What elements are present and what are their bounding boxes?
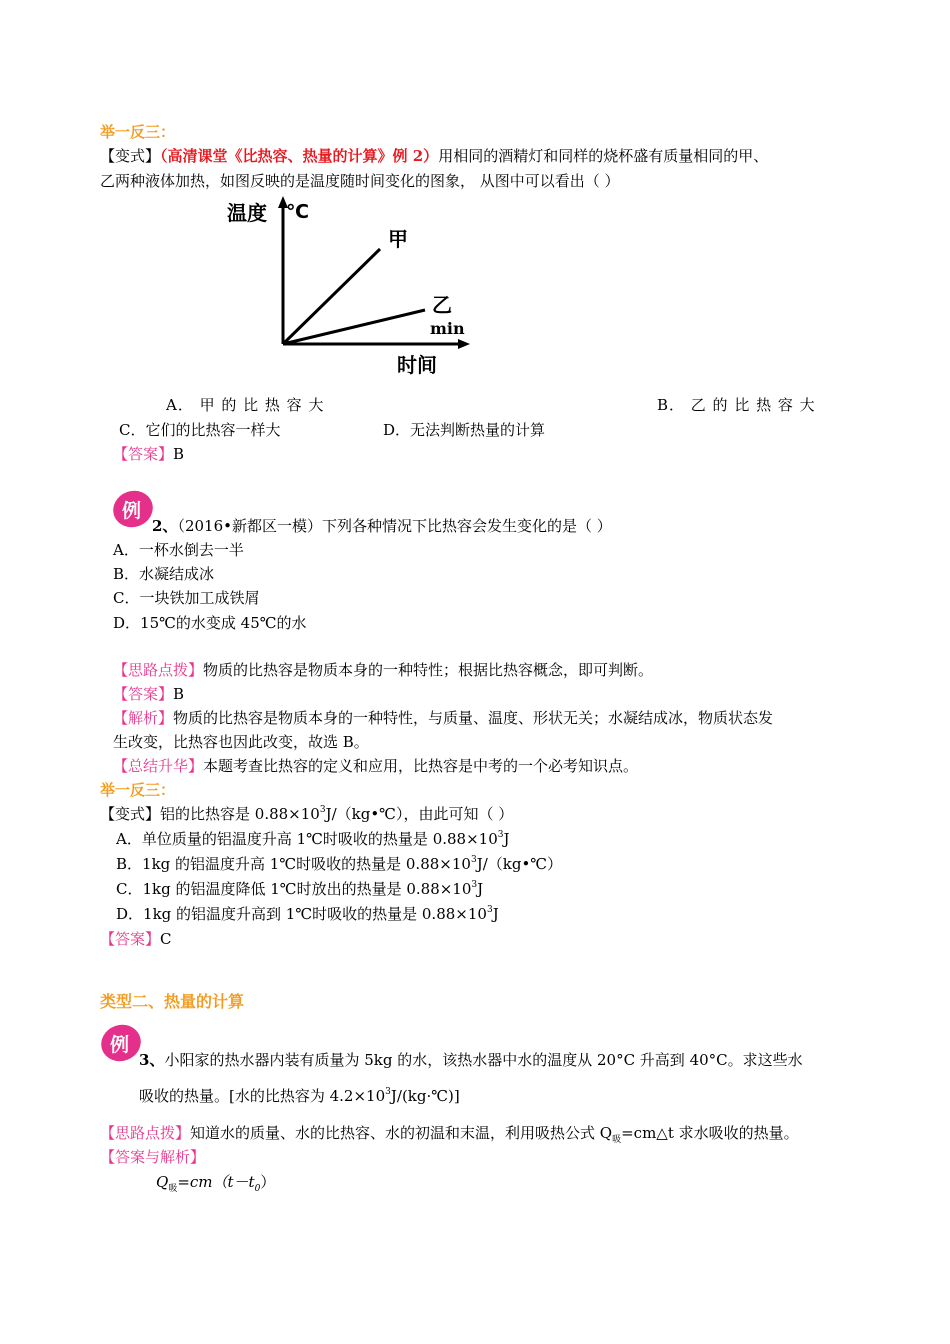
summary-tag: 【总结升华】: [113, 757, 204, 775]
hint-text: 物质的比热容是物质本身的一种特性；根据比热容概念，即可判断。: [203, 661, 654, 679]
option-text: A．单位质量的铝温度升高 1℃时吸收的热量是 0.88×10: [116, 830, 498, 848]
type-2-heading: 类型二、热量的计算: [100, 992, 245, 1011]
answer-1: [113, 444, 184, 464]
answer-tag: 【答案】: [100, 930, 161, 948]
option-text: B．1kg 的铝温度升高 1℃时吸收的热量是 0.88×10: [116, 855, 471, 873]
option-text: D．1kg 的铝温度升高到 1℃时吸收的热量是 0.88×10: [116, 905, 487, 923]
example-badge-icon: [110, 488, 156, 530]
x-axis-arrow: [458, 339, 470, 349]
option-unit: J: [492, 905, 499, 923]
y-axis-label: 温度: [227, 201, 267, 225]
answer-tag: 【答案与解析】: [100, 1148, 206, 1166]
formula-subscript: 吸: [168, 1184, 178, 1194]
option-unit: J: [477, 880, 484, 898]
hint-text: 知道水的质量、水的比热容、水的初温和末温，利用吸热公式 Q: [190, 1124, 613, 1142]
question-text: 吸收的热量。[水的比热容为 4.2×10: [139, 1087, 386, 1105]
example-2-question: [152, 516, 612, 536]
analysis-tag: 【解析】: [113, 709, 174, 727]
variant-2: [100, 804, 513, 824]
ex2-analysis-line1: [113, 708, 773, 728]
variant-1-line2: 乙两种液体加热，如图反映的是温度随时间变化的图象， 从图中可以看出（ ）: [100, 172, 620, 190]
option-unit: J: [503, 830, 510, 848]
variant-text: 铝的比热容是 0.88×10: [160, 805, 320, 823]
exponent: 3: [385, 1087, 391, 1097]
exponent: 3: [486, 905, 493, 915]
example-number: 2、: [152, 517, 178, 535]
option-d: D．无法判断热量的计算: [383, 421, 546, 439]
line-yi-label: 乙: [432, 293, 452, 317]
variant-tag: 【变式】: [100, 147, 161, 165]
line-jia-label: 甲: [388, 227, 408, 251]
example-badge-icon: [98, 1022, 144, 1064]
exponent: 3: [471, 880, 478, 890]
example-3-question-line1: [139, 1050, 803, 1070]
option-c: C．它们的比热容一样大: [119, 421, 281, 439]
variant-text-end: J/（kg•℃），由此可知（ ）: [325, 805, 514, 823]
option-text: C．1kg 的铝温度降低 1℃时放出的热量是 0.88×10: [116, 880, 472, 898]
question-text: 小阳家的热水器内装有质量为 5kg 的水，该热水器中水的温度从 20°C 升高到 40°C。求这些水: [164, 1051, 803, 1069]
line-jia: [283, 249, 380, 344]
x-axis-label: 时间: [397, 353, 437, 377]
formula-body: =cm（t－t: [177, 1173, 255, 1191]
example-3-question-line2: [139, 1086, 460, 1106]
variant-text: 用相同的酒精灯和同样的烧杯盛有质量相同的甲、: [438, 147, 769, 165]
ex2-option-d: D．15℃的水变成 45℃的水: [113, 614, 307, 632]
ex2-option-b: B．水凝结成冰: [113, 565, 215, 583]
ex3-hint: [100, 1123, 799, 1143]
option-a: A． 甲 的 比 热 容 大: [166, 396, 325, 414]
answer-tag: 【答案】: [113, 445, 174, 463]
answer-value: B: [173, 685, 185, 703]
option-unit: J/（kg•℃）: [476, 855, 563, 873]
analysis-text: 物质的比热容是物质本身的一种特性，与质量、温度、形状无关；水凝结成冰，物质状态发: [173, 709, 774, 727]
variant-tag: 【变式】: [100, 805, 161, 823]
option-b: B． 乙 的 比 热 容 大: [657, 396, 816, 414]
variant-2-option-c: [116, 879, 483, 899]
summary-text: 本题考查比热容的定义和应用，比热容是中考的一个必考知识点。: [203, 757, 639, 775]
variant-1-line1: [100, 146, 768, 166]
variant-2-option-a: [116, 829, 510, 849]
ex2-option-a: A．一杯水倒去一半: [113, 541, 244, 559]
line-yi: [283, 310, 425, 344]
svg-text:例: 例: [122, 500, 142, 522]
variant-2-answer: [100, 929, 172, 949]
exponent: 3: [319, 805, 326, 815]
x-axis-unit: min: [430, 319, 465, 338]
variant-2-option-d: [116, 904, 499, 924]
formula-end: ）: [260, 1173, 276, 1191]
answer-value: C: [160, 930, 172, 948]
hint-tag: 【思路点拨】: [113, 661, 204, 679]
exponent: 3: [497, 830, 504, 840]
answer-value: B: [173, 445, 185, 463]
variant-source: （高清课堂《比热容、热量的计算》例 2）: [160, 147, 439, 165]
ex2-answer: [113, 684, 184, 704]
question-text-end: J/(kg·℃)]: [390, 1087, 460, 1105]
exponent: 3: [470, 855, 477, 865]
question-text: （2016•新都区一模）下列各种情况下比热容会发生变化的是（ ）: [177, 517, 612, 535]
y-axis-unit: ℃: [286, 201, 310, 223]
subscript: 吸: [612, 1135, 622, 1145]
ex2-hint: [113, 660, 653, 680]
heat-formula: [156, 1172, 275, 1192]
variant-2-option-b: [116, 854, 562, 874]
formula-t0-subscript: 0: [254, 1184, 261, 1194]
ex2-analysis-line2: 生改变，比热容也因此改变，故选 B。: [113, 733, 369, 751]
hint-text-end: =cm△t 求水吸收的热量。: [621, 1124, 799, 1142]
ex2-summary: [113, 756, 638, 776]
ex3-answer-heading: [100, 1147, 205, 1167]
section-heading-2: 举一反三：: [100, 781, 176, 799]
example-number: 3、: [139, 1051, 165, 1069]
svg-text:例: 例: [110, 1034, 130, 1056]
ex2-option-c: C．一块铁加工成铁屑: [113, 589, 260, 607]
hint-tag: 【思路点拨】: [100, 1124, 191, 1142]
temperature-time-graph: [220, 192, 490, 382]
section-heading-1: 举一反三：: [100, 123, 176, 141]
answer-tag: 【答案】: [113, 685, 174, 703]
formula-q: Q: [156, 1173, 169, 1191]
